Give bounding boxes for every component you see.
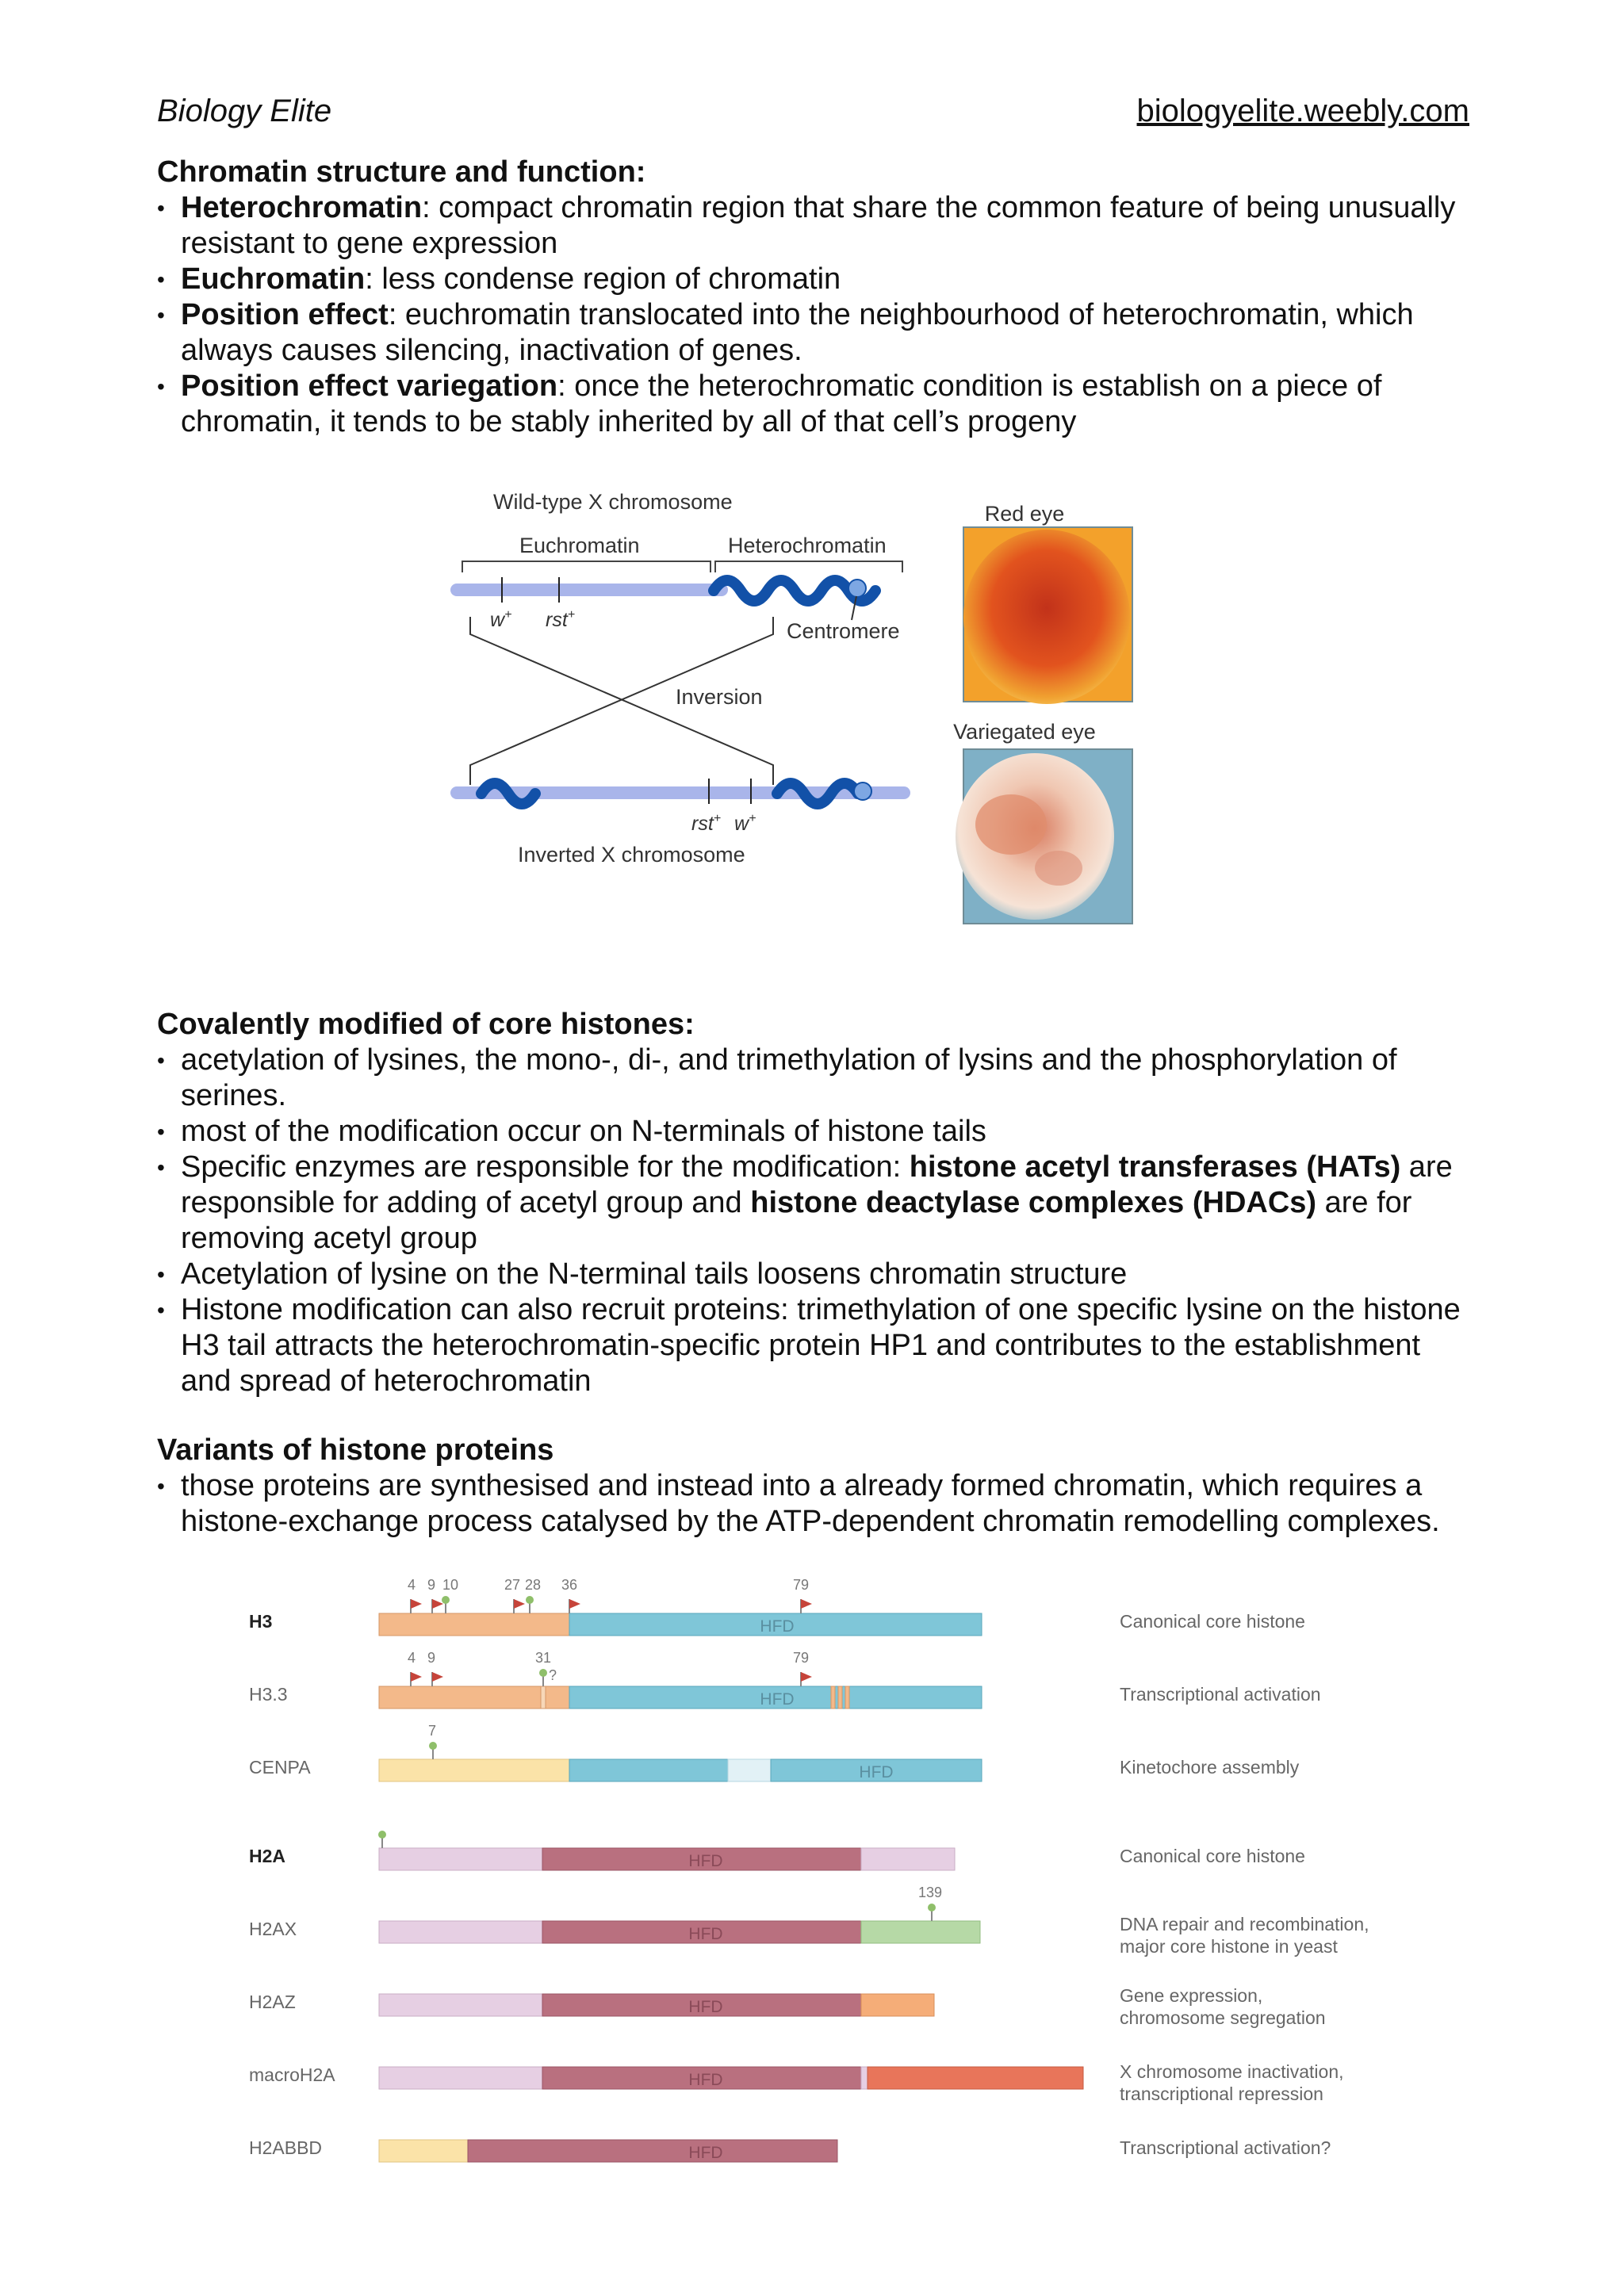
hfd-label: HFD: [688, 2144, 723, 2162]
row-description: transcriptional repression: [1120, 2084, 1323, 2104]
variant-residue-stripe: [838, 1686, 842, 1709]
phosphorylation-pin: [429, 1742, 437, 1750]
bullet-list: [157, 1468, 1473, 1540]
residue-label: 10: [442, 1577, 459, 1593]
definition: : compact chromatin region that share the common feature of being unusually resistant to gene expression: [181, 191, 1456, 260]
residue-label: 31: [535, 1650, 552, 1666]
chromosome-inversion-figure: [444, 476, 1189, 936]
red-eye-shape: [963, 530, 1130, 704]
row-label-h2ax: H2AX: [249, 1919, 297, 1939]
section-title: Variants of histone proteins: [157, 1433, 554, 1467]
section-title: Covalently modified of core histones:: [157, 1008, 695, 1041]
section-histone-variants: [157, 1433, 1473, 1540]
phosphorylation-pin: [378, 1831, 386, 1839]
gene-w-label: w+: [734, 812, 756, 835]
residue-label: 4: [408, 1577, 416, 1593]
row-label-h3: H3: [249, 1611, 273, 1632]
residue-label: ?: [549, 1667, 557, 1683]
definition: : less condense region of chromatin: [365, 262, 841, 296]
section-title: Chromatin structure and function:: [157, 155, 646, 189]
residue-label: 36: [561, 1577, 578, 1593]
list-item: [157, 369, 1473, 440]
row-description: Transcriptional activation: [1120, 1684, 1321, 1705]
row-description: Transcriptional activation?: [1120, 2137, 1331, 2158]
list-item: • those proteins are synthesised and instead into a already formed chromatin, which requires a histone-exchange process catalysed by the ATP-dependent chromatin remodelling complexes.: [157, 1468, 1473, 1540]
histone-variants-figure: [238, 1566, 1427, 2168]
inverted-chromosome-label: Inverted X chromosome: [518, 843, 745, 867]
row-label-cenpa: CENPA: [249, 1757, 311, 1777]
centromere-label: Centromere: [787, 619, 900, 643]
header-brand: Biology Elite: [157, 94, 332, 128]
h2az-tail-domain: [379, 1994, 542, 2016]
residue-label: 27: [504, 1577, 521, 1593]
row-description: Gene expression,: [1120, 1985, 1263, 2006]
hfd-label: HFD: [688, 1998, 723, 2016]
hfd-label: HFD: [688, 1925, 723, 1943]
term: Heterochromatin: [181, 191, 423, 224]
term: Position effect: [181, 298, 389, 331]
residue-label: 139: [918, 1885, 943, 1900]
hfd-label: HFD: [760, 1690, 795, 1709]
row-label-macroh2a: macroH2A: [249, 2064, 335, 2085]
variegated-eye-patch: [1035, 851, 1082, 886]
definition: : euchromatin translocated into the neighbourhood of heterochromatin, which always causes silencing, inactivation of genes.: [181, 298, 1414, 367]
h2a-c-tail-domain: [861, 1848, 955, 1870]
hfd-label: HFD: [760, 1617, 795, 1636]
row-label-h3-3: H3.3: [249, 1684, 288, 1705]
header-website-link[interactable]: biologyelite.weebly.com: [1136, 94, 1469, 128]
residue-label: 79: [793, 1650, 810, 1666]
h2ax-c-tail-domain: [861, 1921, 980, 1943]
list-item: • most of the modification occur on N-terminals of histone tails: [157, 1114, 1473, 1150]
list-item: • Specific enzymes are responsible for the modification: histone acetyl transferases (HATs) are responsible for adding of acetyl group and histone deactylase complexes (HDACs) are for removing acetyl group: [157, 1150, 1473, 1257]
h2ax-tail-domain: [379, 1921, 542, 1943]
cenpa-loop-insert: [728, 1759, 771, 1781]
macro-domain: [868, 2067, 1083, 2089]
variant-residue-stripe: [541, 1686, 546, 1709]
residue-label: 28: [525, 1577, 542, 1593]
residue-label: 79: [793, 1577, 810, 1593]
centromere-marker: [854, 783, 871, 800]
list-item: [157, 297, 1473, 369]
row-description: major core histone in yeast: [1120, 1936, 1338, 1957]
gene-w-label: w+: [490, 608, 512, 631]
bullet-list: [157, 1043, 1473, 1399]
macroh2a-linker: [861, 2067, 868, 2089]
hfd-label: HFD: [859, 1763, 894, 1781]
term: Euchromatin: [181, 262, 366, 296]
row-description: Canonical core histone: [1120, 1846, 1305, 1866]
phosphorylation-pin: [928, 1904, 936, 1911]
h2a-tail-domain: [379, 1848, 542, 1870]
heterochromatin-bracket: [715, 561, 902, 572]
inversion-label: Inversion: [676, 685, 763, 709]
section-chromatin-structure: [157, 155, 1473, 440]
hfd-label: HFD: [688, 1852, 723, 1870]
cenpa-core-domain: [569, 1759, 728, 1781]
list-item: [157, 262, 1473, 297]
residue-label: 9: [427, 1577, 436, 1593]
row-description: Kinetochore assembly: [1120, 1757, 1300, 1777]
hfd-label: HFD: [688, 2071, 723, 2089]
centromere-marker: [848, 580, 866, 597]
cenpa-tail-domain: [379, 1759, 569, 1781]
list-item: • Histone modification can also recruit proteins: trimethylation of one specific lysine on the histone H3 tail attracts the heterochromatin-specific protein HP1 and contributes to the establishment and spread of heterochromatin: [157, 1292, 1473, 1399]
residue-label: 9: [427, 1650, 436, 1666]
euchromatin-label: Euchromatin: [519, 534, 640, 557]
euchromatin-bracket: [462, 561, 710, 572]
row-description: Canonical core histone: [1120, 1611, 1305, 1632]
red-eye-label: Red eye: [984, 502, 1065, 526]
h2abbd-tail-domain: [379, 2140, 468, 2162]
bullet-list: [157, 190, 1473, 440]
row-description: X chromosome inactivation,: [1120, 2061, 1344, 2082]
h2az-c-tail-domain: [861, 1994, 934, 2016]
variegated-eye-label: Variegated eye: [953, 720, 1096, 744]
row-label-h2a: H2A: [249, 1846, 286, 1866]
row-description: chromosome segregation: [1120, 2007, 1326, 2028]
macroh2a-tail-domain: [379, 2067, 542, 2089]
row-label-h2az: H2AZ: [249, 1992, 296, 2012]
list-item: • acetylation of lysines, the mono-, di-, and trimethylation of lysins and the phosphorylation of serines.: [157, 1043, 1473, 1114]
residue-label: 7: [428, 1723, 437, 1739]
residue-label: 4: [408, 1650, 416, 1666]
term-hats: histone acetyl transferases (HATs): [909, 1150, 1401, 1184]
variant-residue-stripe: [831, 1686, 835, 1709]
row-label-h2abbd: H2ABBD: [249, 2137, 323, 2158]
variant-residue-stripe: [845, 1686, 849, 1709]
gene-rst-label: rst+: [546, 608, 576, 631]
term-hdacs: histone deactylase complexes (HDACs): [750, 1186, 1317, 1219]
h3-modification-marks: [411, 1596, 812, 1613]
h2abbd-core-domain: [468, 2140, 837, 2162]
gene-rst-label: rst+: [691, 812, 722, 835]
section-histone-modifications: [157, 1007, 1473, 1399]
variegated-eye-patch: [975, 794, 1047, 855]
term: Position effect variegation: [181, 369, 558, 403]
h3-3-modification-marks: [411, 1669, 812, 1686]
wild-type-chromosome-label: Wild-type X chromosome: [493, 490, 733, 514]
euchromatin-segment: [450, 584, 728, 596]
heterochromatin-label: Heterochromatin: [728, 534, 887, 557]
definition: : once the heterochromatic condition is establish on a piece of chromatin, it tends to be stably inherited by all of that cell’s progeny: [181, 369, 1382, 438]
row-description: DNA repair and recombination,: [1120, 1914, 1369, 1934]
h3-tail-domain: [379, 1613, 569, 1636]
list-item: • Acetylation of lysine on the N-terminal tails loosens chromatin structure: [157, 1257, 1473, 1292]
list-item: [157, 190, 1473, 262]
